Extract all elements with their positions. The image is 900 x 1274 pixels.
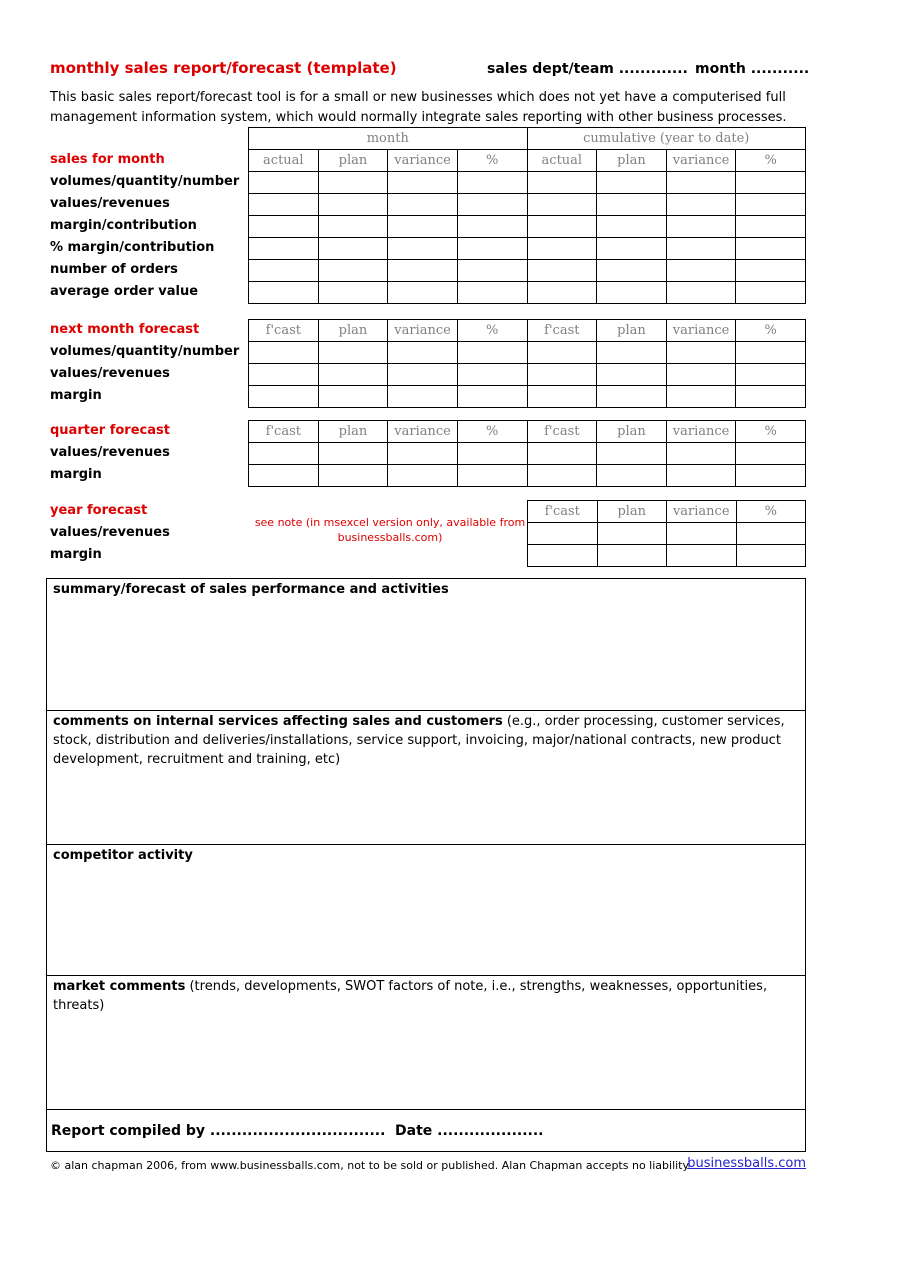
data-cell[interactable] — [457, 216, 527, 238]
data-cell[interactable] — [457, 364, 527, 386]
column-header: plan — [318, 150, 388, 172]
column-header: % — [457, 421, 527, 443]
data-cell[interactable] — [527, 260, 597, 282]
table-row — [249, 238, 806, 260]
date-field: Date .................... — [395, 1122, 544, 1139]
data-cell[interactable] — [666, 443, 736, 465]
table-row — [249, 282, 806, 304]
data-cell[interactable] — [597, 260, 667, 282]
table-row — [249, 342, 806, 364]
row-label: volumes/quantity/number — [50, 174, 240, 189]
column-header: plan — [597, 320, 667, 342]
data-cell[interactable] — [249, 386, 319, 408]
data-cell[interactable] — [249, 238, 319, 260]
table-row — [249, 465, 806, 487]
data-cell[interactable] — [527, 282, 597, 304]
data-cell[interactable] — [736, 465, 806, 487]
data-cell[interactable] — [666, 364, 736, 386]
data-cell[interactable] — [318, 364, 388, 386]
table-row — [249, 260, 806, 282]
summary-section[interactable] — [47, 579, 805, 710]
data-cell[interactable] — [667, 545, 737, 567]
data-cell[interactable] — [527, 216, 597, 238]
market-comments-detail: (trends, developments, SWOT factors of note, i.e., strengths, weaknesses, opportunities, threats) — [53, 979, 768, 1013]
column-header: plan — [318, 421, 388, 443]
column-header: f'cast — [249, 320, 319, 342]
data-cell[interactable] — [318, 443, 388, 465]
column-header: f'cast — [528, 501, 598, 523]
data-cell[interactable] — [388, 260, 458, 282]
row-label: average order value — [50, 284, 199, 299]
row-label: margin — [50, 467, 102, 482]
column-header: plan — [597, 501, 667, 523]
data-cell[interactable] — [597, 523, 667, 545]
data-cell[interactable] — [666, 194, 736, 216]
section-label: year forecast — [50, 503, 148, 518]
section-label: quarter forecast — [50, 423, 170, 438]
data-cell[interactable] — [597, 342, 667, 364]
data-cell[interactable] — [318, 238, 388, 260]
data-cell[interactable] — [666, 216, 736, 238]
data-cell[interactable] — [249, 465, 319, 487]
column-header: variance — [388, 150, 458, 172]
internal-services-detail: (e.g., order processing, customer services, stock, distribution and deliveries/installations, service support, invoicing, major/national contracts, new product development, recruitment and training, etc) — [53, 714, 785, 767]
data-cell[interactable] — [597, 194, 667, 216]
data-cell[interactable] — [457, 172, 527, 194]
column-header: % — [736, 150, 806, 172]
data-cell[interactable] — [527, 342, 597, 364]
table-row — [249, 364, 806, 386]
data-cell[interactable] — [736, 364, 806, 386]
column-header: % — [457, 150, 527, 172]
data-cell[interactable] — [597, 238, 667, 260]
data-cell[interactable] — [666, 238, 736, 260]
quarter-forecast-labels — [50, 420, 170, 486]
column-header: % — [736, 501, 806, 523]
column-header: plan — [318, 320, 388, 342]
row-label: volumes/quantity/number — [50, 344, 240, 359]
data-cell[interactable] — [249, 364, 319, 386]
column-header: % — [457, 320, 527, 342]
column-header-row — [249, 150, 806, 172]
data-cell[interactable] — [736, 386, 806, 408]
month-field: month ........... — [695, 61, 810, 77]
data-cell[interactable] — [736, 238, 806, 260]
data-cell[interactable] — [597, 216, 667, 238]
data-cell[interactable] — [249, 194, 319, 216]
page-title: monthly sales report/forecast (template) — [50, 59, 397, 77]
data-cell[interactable] — [597, 443, 667, 465]
next-month-forecast-table — [248, 319, 806, 408]
sales-for-month-table — [248, 127, 806, 304]
internal-services-section[interactable] — [47, 710, 805, 844]
next-month-forecast-labels — [50, 319, 239, 407]
data-cell[interactable] — [457, 194, 527, 216]
data-cell[interactable] — [249, 342, 319, 364]
row-label: margin/contribution — [50, 218, 197, 233]
data-cell[interactable] — [249, 216, 319, 238]
row-label: number of orders — [50, 262, 178, 277]
column-header-row — [249, 421, 806, 443]
data-cell[interactable] — [528, 523, 598, 545]
sales-for-month-labels — [50, 149, 239, 303]
copyright-text: © alan chapman 2006, from www.businessballs.com, not to be sold or published. Alan Chapman accepts no liability. — [50, 1159, 691, 1172]
column-header: plan — [597, 150, 667, 172]
data-cell[interactable] — [597, 172, 667, 194]
data-cell[interactable] — [457, 260, 527, 282]
data-cell[interactable] — [666, 465, 736, 487]
data-cell[interactable] — [736, 216, 806, 238]
row-label: margin — [50, 547, 102, 562]
data-cell[interactable] — [597, 364, 667, 386]
data-cell[interactable] — [527, 238, 597, 260]
column-header: variance — [666, 150, 736, 172]
column-header: variance — [667, 501, 737, 523]
row-label: values/revenues — [50, 366, 170, 381]
data-cell[interactable] — [457, 465, 527, 487]
data-cell[interactable] — [736, 443, 806, 465]
data-cell[interactable] — [736, 282, 806, 304]
data-cell[interactable] — [527, 194, 597, 216]
column-header: % — [736, 320, 806, 342]
market-comments-title: market comments — [53, 979, 186, 994]
data-cell[interactable] — [597, 386, 667, 408]
data-cell[interactable] — [527, 172, 597, 194]
data-cell[interactable] — [249, 282, 319, 304]
competitor-activity-title: competitor activity — [53, 848, 193, 863]
data-cell[interactable] — [388, 172, 458, 194]
column-header: variance — [666, 320, 736, 342]
table-row — [249, 172, 806, 194]
data-cell[interactable] — [388, 465, 458, 487]
row-label: values/revenues — [50, 445, 170, 460]
data-cell[interactable] — [527, 364, 597, 386]
data-cell[interactable] — [318, 260, 388, 282]
market-comments-section[interactable] — [47, 975, 805, 1109]
summary-title: summary/forecast of sales performance and activities — [53, 582, 449, 597]
data-cell[interactable] — [736, 523, 806, 545]
column-header: variance — [666, 421, 736, 443]
data-cell[interactable] — [457, 238, 527, 260]
excel-note: see note (in msexcel version only, available from businessballs.com) — [254, 516, 526, 544]
competitor-activity-section[interactable] — [47, 844, 805, 975]
data-cell[interactable] — [597, 282, 667, 304]
report-compiled-row — [47, 1109, 805, 1151]
data-cell[interactable] — [249, 443, 319, 465]
data-cell[interactable] — [388, 386, 458, 408]
data-cell[interactable] — [249, 172, 319, 194]
column-header: variance — [388, 320, 458, 342]
section-label: sales for month — [50, 152, 165, 167]
data-cell[interactable] — [457, 386, 527, 408]
data-cell[interactable] — [527, 465, 597, 487]
row-label: % margin/contribution — [50, 240, 215, 255]
column-header: % — [736, 421, 806, 443]
data-cell[interactable] — [388, 216, 458, 238]
data-cell[interactable] — [318, 282, 388, 304]
data-cell[interactable] — [388, 238, 458, 260]
group-header-month: month — [249, 128, 528, 150]
column-header: f'cast — [249, 421, 319, 443]
internal-services-title: comments on internal services affecting sales and customers — [53, 714, 503, 729]
table-row — [528, 545, 806, 567]
column-header: variance — [388, 421, 458, 443]
compiled-by-field: Report compiled by ................................. — [51, 1122, 386, 1139]
year-forecast-labels — [50, 500, 170, 566]
data-cell[interactable] — [528, 545, 598, 567]
data-cell[interactable] — [388, 282, 458, 304]
row-label: values/revenues — [50, 196, 170, 211]
businessballs-link[interactable]: businessballs.com — [687, 1156, 806, 1171]
group-header-row — [249, 128, 806, 150]
column-header: plan — [597, 421, 667, 443]
data-cell[interactable] — [736, 545, 806, 567]
data-cell[interactable] — [527, 443, 597, 465]
data-cell[interactable] — [318, 216, 388, 238]
data-cell[interactable] — [736, 194, 806, 216]
data-cell[interactable] — [597, 465, 667, 487]
data-cell[interactable] — [388, 443, 458, 465]
year-forecast-table — [527, 500, 806, 567]
data-cell[interactable] — [527, 386, 597, 408]
data-cell[interactable] — [318, 386, 388, 408]
column-header: actual — [249, 150, 319, 172]
section-label: next month forecast — [50, 322, 200, 337]
data-cell[interactable] — [388, 194, 458, 216]
data-cell[interactable] — [249, 260, 319, 282]
data-cell[interactable] — [666, 342, 736, 364]
data-cell[interactable] — [457, 282, 527, 304]
data-cell[interactable] — [388, 342, 458, 364]
column-header: f'cast — [527, 421, 597, 443]
table-row — [249, 443, 806, 465]
row-label: values/revenues — [50, 525, 170, 540]
table-row — [528, 523, 806, 545]
data-cell[interactable] — [457, 443, 527, 465]
data-cell[interactable] — [388, 364, 458, 386]
table-row — [249, 194, 806, 216]
data-cell[interactable] — [318, 172, 388, 194]
dept-team-field: sales dept/team ............. — [487, 61, 688, 77]
column-header: actual — [527, 150, 597, 172]
table-row — [249, 216, 806, 238]
column-header-row — [528, 501, 806, 523]
column-header-row — [249, 320, 806, 342]
group-header-cumulative: cumulative (year to date) — [527, 128, 806, 150]
data-cell[interactable] — [318, 465, 388, 487]
data-cell[interactable] — [736, 172, 806, 194]
data-cell[interactable] — [318, 342, 388, 364]
data-cell[interactable] — [666, 172, 736, 194]
quarter-forecast-table — [248, 420, 806, 487]
column-header: f'cast — [527, 320, 597, 342]
data-cell[interactable] — [736, 342, 806, 364]
table-row — [249, 386, 806, 408]
comments-box — [46, 578, 806, 1152]
data-cell[interactable] — [666, 260, 736, 282]
data-cell[interactable] — [666, 386, 736, 408]
data-cell[interactable] — [736, 260, 806, 282]
data-cell[interactable] — [457, 342, 527, 364]
row-label: margin — [50, 388, 102, 403]
intro-text: This basic sales report/forecast tool is for a small or new businesses which does not yet have a computerised full management information system, which would normally integrate sales reporting with other business processes. — [50, 90, 787, 125]
data-cell[interactable] — [318, 194, 388, 216]
data-cell[interactable] — [666, 282, 736, 304]
data-cell[interactable] — [667, 523, 737, 545]
data-cell[interactable] — [597, 545, 667, 567]
